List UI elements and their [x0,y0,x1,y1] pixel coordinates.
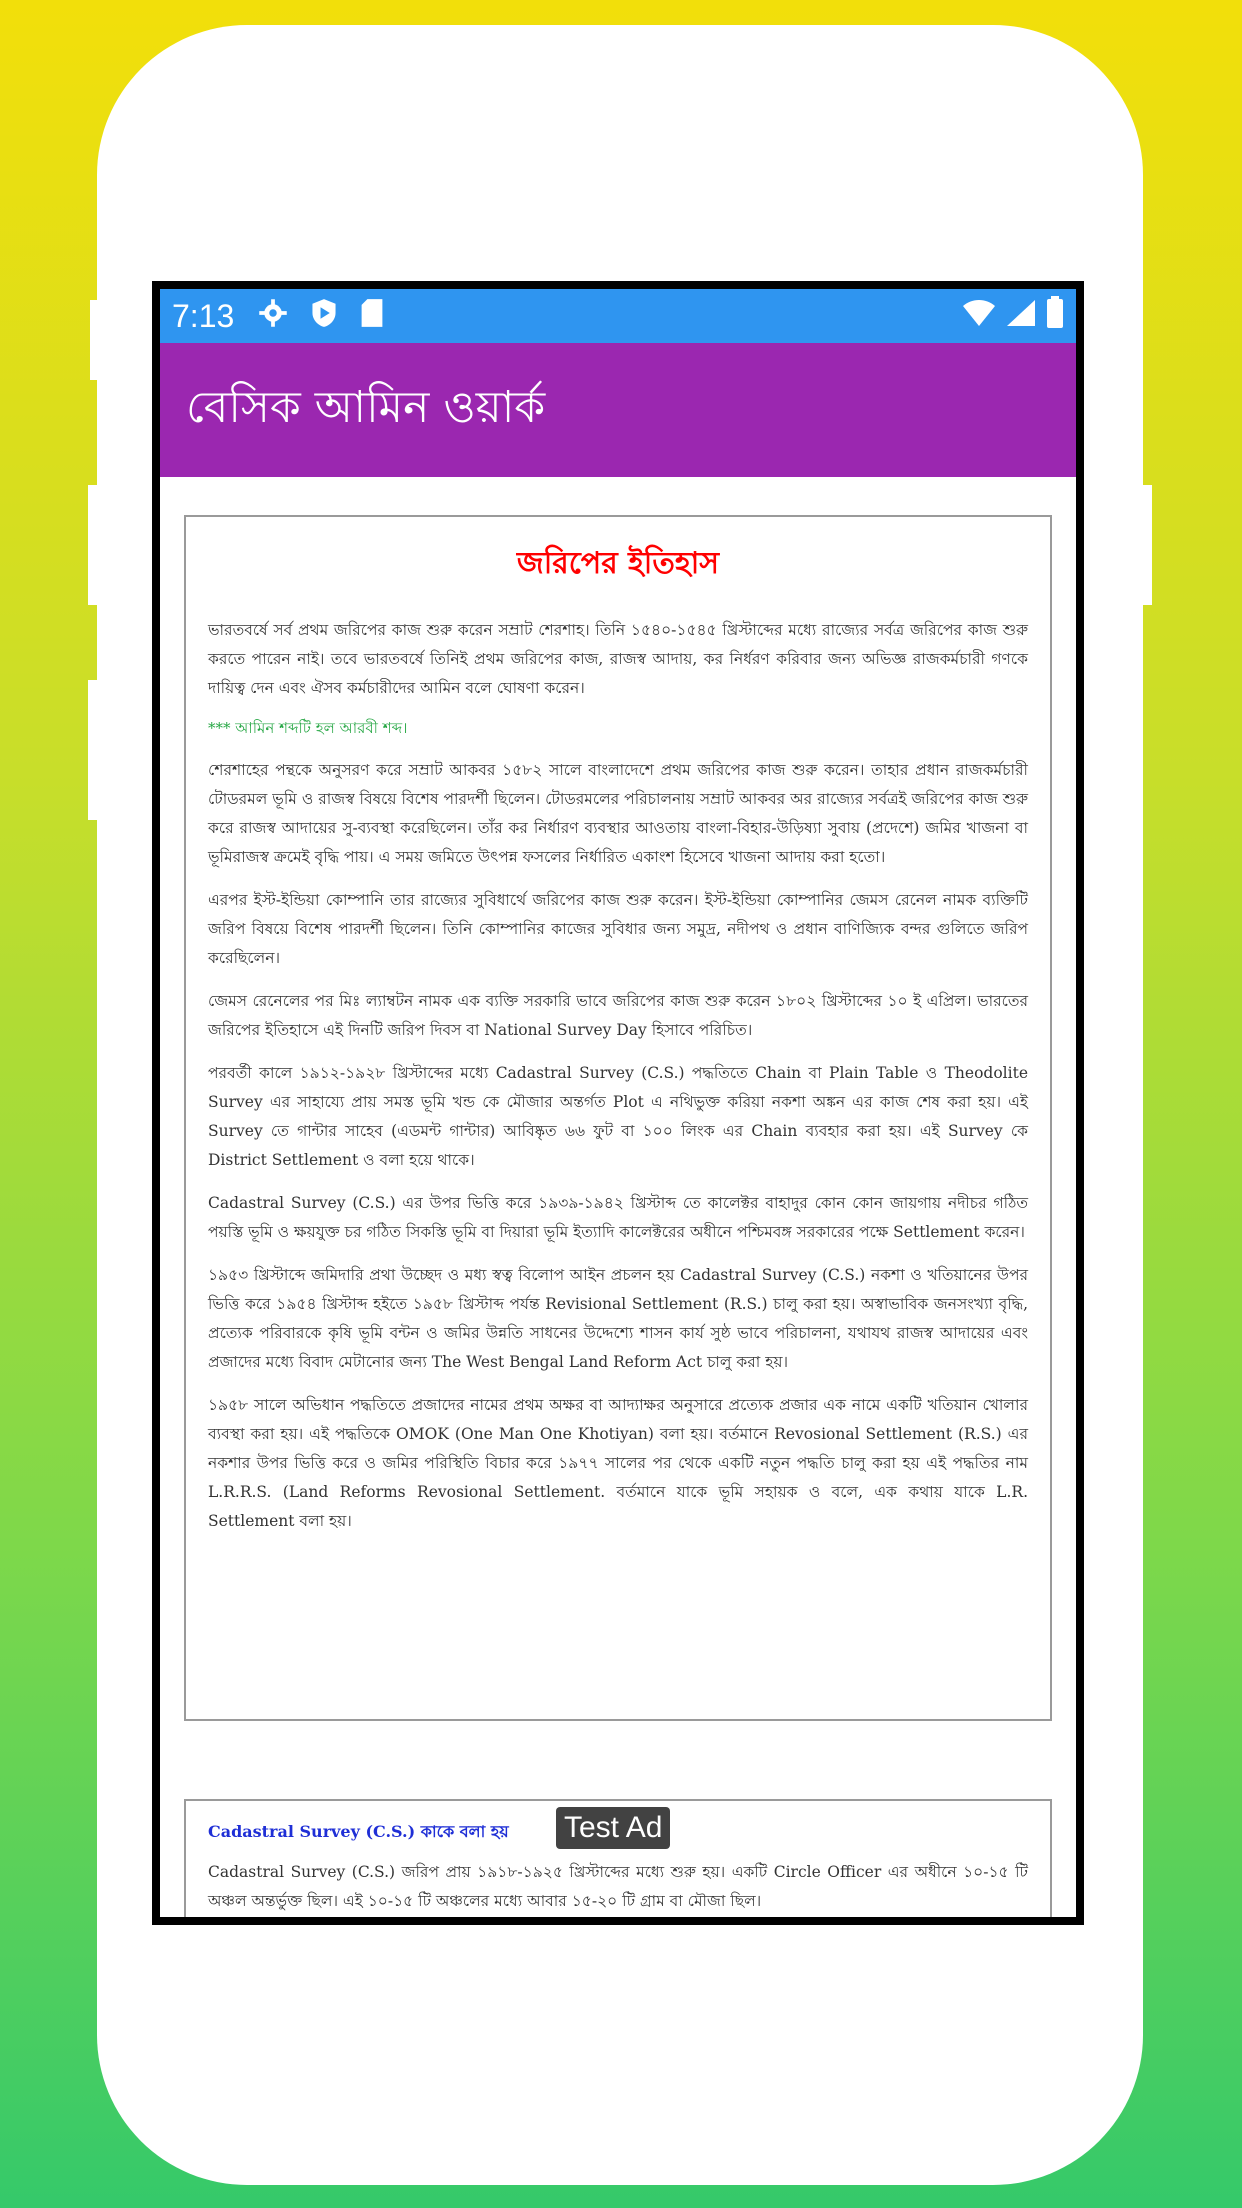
article-paragraph: শেরশাহের পন্থকে অনুসরণ করে সম্রাট আকবর ১৫৮২ সালে বাংলাদেশে প্রথম জরিপের কাজ শুরু করেন। তাহার প্রধান রাজকর্মচারী টোডরমল ভূমি ও রাজস্ব বিষয়ে বিশেষ পারদর্শী ছিলেন। টোডরমলের পরিচালনায় সম্রাট আকবর অর রাজ্যের সর্বত্রই জরিপের কাজ শুরু করে রাজস্ব আদায়ের সু-ব্যবস্থা করেছিলেন। তাঁর কর নির্ধারণ ব্যবস্থার আওতায় বাংলা-বিহার-উড়িষ্যা সুবায় (প্রদেশে) জমির খাজনা বা ভূমিরাজস্ব ক্রমেই বৃদ্ধি পায়। এ সময় জমিতে উৎপন্ন ফসলের নির্ধারিত একাংশ হিসেবে খাজনা আদায় করা হতো। [208,761,1028,866]
app-bar [160,343,1076,477]
history-card [184,515,1052,1721]
article-paragraph: জেমস রেনেলের পর মিঃ ল্যাম্বটন নামক এক ব্যক্তি সরকারি ভাবে জরিপের কাজ শুরু করেন ১৮০২ খ্রিস্টাব্দের ১০ ই এপ্রিল। ভারতের জরিপের ইতিহাসে এই দিনটি জরিপ দিবস বা National Survey Day হিসাবে পরিচিত। [208,992,1028,1039]
gear-icon [258,298,288,334]
article-paragraph: এরপর ইস্ট-ইন্ডিয়া কোম্পানি তার রাজ্যের সুবিধার্থে জরিপের কাজ শুরু করেন। ইস্ট-ইন্ডিয়া কোম্পানির জেমস রেনেল নামক ব্যক্তিটি জরিপ বিষয়ে বিশেষ পারদর্শী ছিলেন। তিনি কোম্পানির কাজের সুবিধার জন্য সমুদ্র, নদীপথ ও প্রধান বাণিজ্যিক বন্দর গুলিতে জরিপ করেছিলেন। [208,891,1028,967]
cs-survey-paragraph: Cadastral Survey (C.S.) জরিপ প্রায় ১৯১৮-১৯২৫ খ্রিস্টাব্দের মধ্যে শুরু হয়। একটি Circle Officer এর অধীনে ১০-১৫ টি অঞ্চল অন্তর্ভুক্ত ছিল। এই ১০-১৫ টি অঞ্চলের মধ্যে আবার ১৫-২০ টি গ্রাম বা মৌজা ছিল। [208,1863,1028,1910]
status-bar [160,289,1076,343]
article-paragraph: পরবর্তী কালে ১৯১২-১৯২৮ খ্রিস্টাব্দের মধ্যে Cadastral Survey (C.S.) পদ্ধতিতে Chain বা Plain Table ও Theodolite Survey এর সাহায্যে প্রায় সমস্ত ভূমি খন্ড কে মৌজার অন্তর্গত Plot এ নথিভুক্ত করিয়া নকশা অঙ্কন এর কাজ শেষ করা হয়। এই Survey তে গান্টার সাহেব (এডমন্ট গান্টার) আবিষ্কৃত ৬৬ ফুট বা ১০০ লিংক এর Chain ব্যবহার করা হয়। এই Survey কে District Settlement ও বলা হয়ে থাকে। [208,1064,1028,1169]
play-shield-icon [310,298,338,334]
article-paragraph: ১৯৫৮ সালে অভিধান পদ্ধতিতে প্রজাদের নামের প্রথম অক্ষর বা আদ্যাক্ষর অনুসারে প্রত্যেক প্রজার এক নামে একটি খতিয়ান খোলার ব্যবস্থা করা হয়। এই পদ্ধতিকে OMOK (One Man One Khotiyan) বলা হয়। বর্তমানে Revosional Settlement (R.S.) এর নকশার উপর ভিত্তি করে ও জমির পরিস্থিতি বিচার করে ১৯৭৭ সালের পর থেকে একটি নতুন পদ্ধতি চালু করা হয় এই পদ্ধতির নাম L.R.R.S. (Land Reforms Revosional Settlement. বর্তমানে যাকে ভূমি সহায়ক ও বলে, এক কথায় যাকে L.R. Settlement বলা হয়। [208,1396,1028,1530]
article-paragraph: ভারতবর্ষে সর্ব প্রথম জরিপের কাজ শুরু করেন সম্রাট শেরশাহ। তিনি ১৫৪০-১৫৪৫ খ্রিস্টাব্দের মধ্যে রাজ্যের সর্বত্র জরিপের কাজ শুরু করতে পারেন নাই। তবে ভারতবর্ষে তিনিই প্রথম জরিপের কাজ, রাজস্ব আদায়, কর নির্ধরণ করিবার জন্য অভিজ্ঞ রাজকর্মচারী গণকে দায়িত্ব দেন এবং ঐসব কর্মচারীদের আমিন বলে ঘোষণা করেন। [208,621,1028,697]
battery-icon [1046,296,1064,336]
article-note: *** আমিন শব্দটি হল আরবী শব্দ। [208,719,408,737]
wifi-icon [962,298,996,335]
status-time: 7:13 [172,297,235,334]
article-paragraph: ১৯৫৩ খ্রিস্টাব্দে জমিদারি প্রথা উচ্ছেদ ও মধ্য স্বত্ব বিলোপ আইন প্রচলন হয় Cadastral Survey (C.S.) নকশা ও খতিয়ানের উপর ভিত্তি করে ১৯৫৪ খ্রিস্টাব্দ হইতে ১৯৫৮ খ্রিস্টাব্দ পর্যন্ত Revisional Settlement (R.S.) চালু করা হয়। অস্বাভাবিক জনসংখ্যা বৃদ্ধি, প্রত্যেক পরিবারকে কৃষি ভূমি বন্টন ও জমির উন্নতি সাধনের উদ্দেশ্যে শাসন কার্য সুষ্ঠ ভাবে পরিচালনা, যথাযথ রাজস্ব আদায়ের এবং প্রজাদের মধ্যে বিবাদ মেটানোর জন্য The West Bengal Land Reform Act চালু করা হয়। [208,1266,1028,1371]
test-ad-badge[interactable]: Test Ad [556,1807,670,1849]
content-scroll-area[interactable] [160,477,1076,1917]
signal-icon [1006,298,1036,335]
article-paragraph: Cadastral Survey (C.S.) এর উপর ভিত্তি করে ১৯৩৯-১৯৪২ খ্রিস্টাব্দ তে কালেক্টর বাহাদুর কোন কোন জায়গায় নদীচর গঠিত পয়স্তি ভূমি ও ক্ষয়যুক্ত চর গঠিত সিকস্তি ভূমি বা দিয়ারা ভূমি ইত্যাদি কালেক্টরের অধীনে পশ্চিমবঙ্গ সরকারের পক্ষে Settlement করেন। [208,1194,1028,1241]
phone-screen [152,281,1084,1925]
article-title: জরিপের ইতিহাস [516,546,720,581]
app-title: বেসিক আমিন ওয়ার্ক [186,381,546,433]
cs-survey-title: Cadastral Survey (C.S.) কাকে বলা হয় [208,1822,509,1841]
sd-card-icon [360,298,384,334]
